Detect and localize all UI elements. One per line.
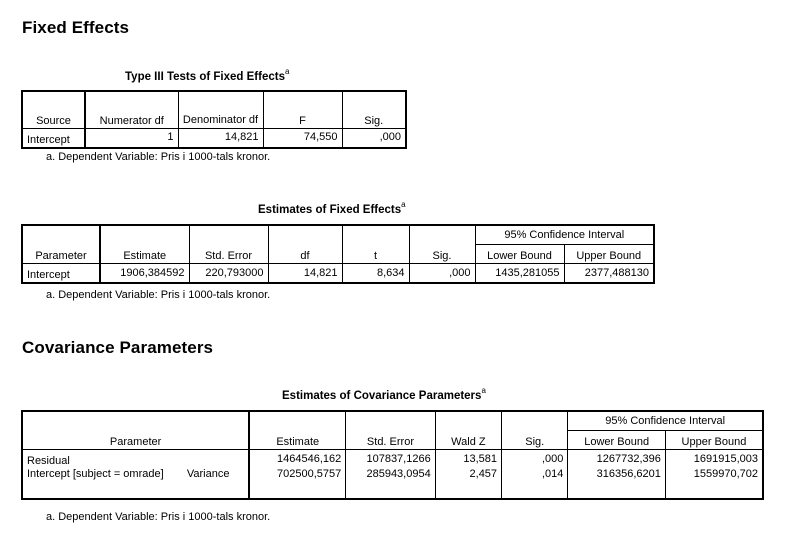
header-confidence-interval: 95% Confidence Interval <box>475 225 654 245</box>
cell-lower-bound: 316356,6201 <box>568 468 666 499</box>
header-upper-bound: Upper Bound <box>564 245 654 264</box>
header-parameter: Parameter <box>22 225 100 264</box>
cell-estimate: 1464546,162 <box>249 450 346 469</box>
cell-sig: ,000 <box>502 450 568 469</box>
footnote-estimates-fixed: a. Dependent Variable: Pris i 1000-tals kronor. <box>46 289 271 301</box>
section-title-fixed-effects: Fixed Effects <box>22 18 130 37</box>
cell-sig: ,014 <box>502 468 568 499</box>
cell-lower-bound: 1267732,396 <box>568 450 666 469</box>
cell-numerator-df: 1 <box>85 128 178 148</box>
table-row <box>22 450 763 469</box>
table-title-type3-tests: Type III Tests of Fixed Effects$^a$ <box>125 67 290 83</box>
header-upper-bound: Upper Bound <box>665 431 763 450</box>
estimates-covariance-table <box>21 410 764 500</box>
table-row <box>22 468 763 499</box>
cell-wald-z: 13,581 <box>435 450 501 469</box>
row-label-intercept: Intercept <box>22 128 85 148</box>
cell-estimate: 702500,5757 <box>249 468 346 499</box>
cell-t: 8,634 <box>342 264 409 284</box>
table-title-estimates-fixed-effects: Estimates of Fixed Effects$^a$ <box>258 200 406 216</box>
header-std-error: Std. Error <box>189 225 268 264</box>
header-lower-bound: Lower Bound <box>475 245 564 264</box>
cell-sig: ,000 <box>342 128 406 148</box>
row-label-intercept: Intercept <box>22 264 100 284</box>
header-sig: Sig. <box>342 91 406 128</box>
table-title-estimates-covariance: Estimates of Covariance Parameters$^a$ <box>282 386 486 402</box>
header-confidence-interval: 95% Confidence Interval <box>568 411 763 431</box>
header-estimate: Estimate <box>249 411 346 450</box>
cell-upper-bound: 1559970,702 <box>665 468 763 499</box>
cell-std-error: 285943,0954 <box>346 468 435 499</box>
cell-std-error: 107837,1266 <box>346 450 435 469</box>
cell-wald-z: 2,457 <box>435 468 501 499</box>
table-row <box>22 264 654 284</box>
cell-df: 14,821 <box>268 264 342 284</box>
header-denominator-df: Denominator df <box>178 91 263 128</box>
type3-tests-table <box>21 90 407 149</box>
header-parameter: Parameter <box>22 411 249 450</box>
header-wald-z: Wald Z <box>435 411 501 450</box>
header-std-error: Std. Error <box>346 411 435 450</box>
cell-upper-bound: 1691915,003 <box>665 450 763 469</box>
header-sig: Sig. <box>502 411 568 450</box>
header-t: t <box>342 225 409 264</box>
header-numerator-df: Numerator df <box>85 91 178 128</box>
footnote-type3: a. Dependent Variable: Pris i 1000-tals kronor. <box>46 151 271 163</box>
cell-denominator-df: 14,821 <box>178 128 263 148</box>
table-row <box>22 128 406 148</box>
row-label-intercept-subject: Intercept [subject = omrade] <box>22 468 183 499</box>
header-sig: Sig. <box>409 225 475 264</box>
cell-f: 74,550 <box>263 128 342 148</box>
cell-estimate: 1906,384592 <box>100 264 189 284</box>
cell-sig: ,000 <box>409 264 475 284</box>
estimates-fixed-effects-table <box>21 224 655 284</box>
header-f: F <box>263 91 342 128</box>
cell-lower-bound: 1435,281055 <box>475 264 564 284</box>
header-df: df <box>268 225 342 264</box>
cell-upper-bound: 2377,488130 <box>564 264 654 284</box>
cell-std-error: 220,793000 <box>189 264 268 284</box>
header-lower-bound: Lower Bound <box>568 431 666 450</box>
section-title-covariance-parameters: Covariance Parameters <box>22 338 214 357</box>
row-sublabel-variance: Variance <box>183 468 249 499</box>
row-label-residual: Residual <box>22 450 249 469</box>
header-source: Source <box>22 91 85 128</box>
footnote-covariance: a. Dependent Variable: Pris i 1000-tals kronor. <box>46 511 271 523</box>
header-estimate: Estimate <box>100 225 189 264</box>
